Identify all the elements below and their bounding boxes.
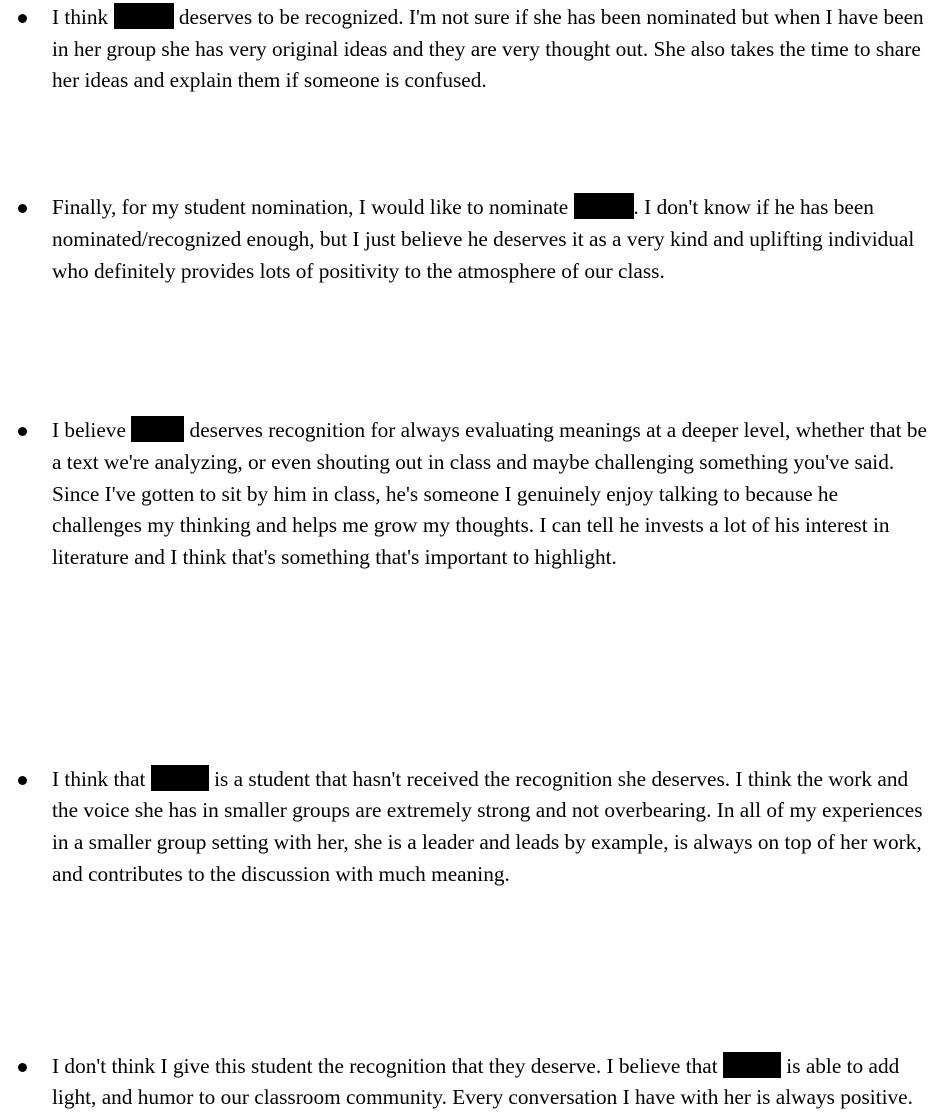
redacted-name — [574, 193, 634, 219]
list-item — [0, 415, 948, 574]
item-text-before: Finally, for my student nomination, I would like to nominate — [52, 195, 574, 220]
redacted-name — [723, 1052, 781, 1078]
item-text-after: is a student that hasn't received the recognition she deserves. I think the work and the voice she has in smaller groups are extremely strong and not overbearing. In all of my experiences in a smaller group setting with her, she is a leader and leads by example, is always on top of her work, and contributes to the discussion with much meaning. — [52, 766, 923, 886]
redacted-name — [131, 416, 184, 442]
redacted-name — [151, 765, 209, 791]
list-item — [0, 192, 948, 287]
bullet-icon — [18, 1063, 27, 1072]
item-text-after: deserves recognition for always evaluating meanings at a deeper level, whether that be a text we're analyzing, or even shouting out in class and maybe challenging something you've said. Since I've gotten to sit by him in class, he's someone I genuinely enjoy talking to because he challenges my thinking and helps me grow my thoughts. I can tell he invests a lot of his interest in literature and I think that's something that's important to highlight. — [52, 418, 927, 570]
bullet-icon — [18, 776, 27, 785]
bullet-icon — [18, 14, 27, 23]
item-text-before: I think that — [52, 766, 151, 791]
list-item — [0, 1051, 948, 1114]
list-item — [0, 2, 948, 97]
item-text-before: I don't think I give this student the recognition that they deserve. I believe that — [52, 1053, 723, 1078]
bullet-icon — [18, 204, 27, 213]
redacted-name — [114, 3, 174, 29]
item-text-after: . I don't know if he has been nominated/recognized enough, but I just believe he deserves it as a very kind and uplifting individual who definitely provides lots of positivity to the atmosphere of our class. — [52, 195, 915, 283]
item-text-after: deserves to be recognized. I'm not sure if she has been nominated but when I have been in her group she has very original ideas and they are very thought out. She also takes the time to share her ideas and explain them if someone is confused. — [52, 5, 924, 93]
bullet-icon — [18, 427, 27, 436]
item-text-before: I believe — [52, 418, 132, 443]
list-item — [0, 764, 948, 891]
item-text-after: is able to add light, and humor to our classroom community. Every conversation I have with her is always positive. — [52, 1053, 913, 1110]
item-text-before: I think — [52, 5, 114, 29]
